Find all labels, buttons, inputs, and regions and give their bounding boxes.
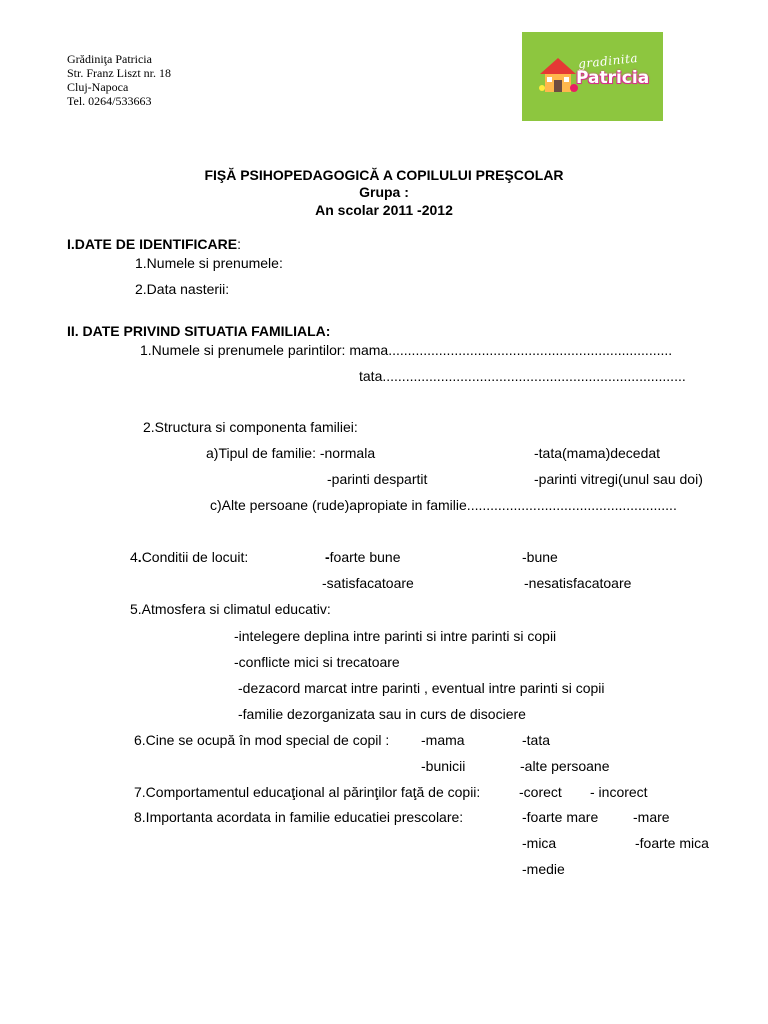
education-importance-label: 8.Importanta acordata in familie educatiei prescolare:: [134, 809, 464, 825]
birth-date-field: 2.Data nasterii:: [135, 281, 230, 297]
parent-behavior-incorrect: - incorect: [590, 784, 648, 800]
family-type-separated: -parinti despartit: [327, 471, 428, 487]
house-icon: [536, 54, 580, 96]
letterhead-street: Str. Franz Liszt nr. 18: [67, 66, 171, 80]
caregiver-grandparents: -bunicii: [421, 758, 466, 774]
living-conditions-label: [130, 549, 248, 565]
living-unsatisfactory: -nesatisfacatoare: [524, 575, 632, 591]
logo-main-text: Patricia: [576, 68, 650, 88]
importance-low: -mica: [522, 835, 557, 851]
climate-option-1: -intelegere deplina intre parinti si intre parinti si copii: [234, 628, 557, 644]
group-label: Grupa :: [359, 184, 409, 200]
living-conditions-text: Conditii de locuit:: [141, 549, 249, 565]
parent-behavior-label: 7.Comportamentul educaţional al părinţilor faţă de copii:: [134, 784, 481, 800]
family-structure-label: 2.Structura si componenta familiei:: [143, 419, 358, 435]
parents-mother-field: 1.Numele si prenumele parintilor: mama.........................................................................: [140, 342, 673, 358]
importance-very-high: -foarte mare: [522, 809, 599, 825]
importance-high: -mare: [633, 809, 670, 825]
section-1-colon: :: [237, 236, 241, 252]
family-type-normal: a)Tipul de familie: -normala: [206, 445, 376, 461]
educational-climate-label: 5.Atmosfera si climatul educativ:: [130, 601, 331, 617]
section-1-heading: [67, 236, 241, 252]
letterhead-name: Grădiniţa Patricia: [67, 52, 152, 66]
kindergarten-logo: [522, 32, 663, 121]
caregiver-others: -alte persoane: [520, 758, 610, 774]
climate-option-4: -familie dezorganizata sau in curs de disociere: [238, 706, 526, 722]
importance-very-low: -foarte mica: [635, 835, 709, 851]
section-1-title: I.DATE DE IDENTIFICARE: [67, 236, 238, 252]
caregiver-father: -tata: [522, 732, 551, 748]
living-very-good: [325, 549, 401, 565]
document-title: FIŞĂ PSIHOPEDAGOGICĂ A COPILULUI PREŞCOLAR: [204, 167, 564, 183]
section-2-heading: II. DATE PRIVIND SITUATIA FAMILIALA:: [67, 323, 331, 339]
letterhead-city: Cluj-Napoca: [67, 80, 129, 94]
climate-option-2: -conflicte mici si trecatoare: [234, 654, 400, 670]
parent-behavior-correct: -corect: [519, 784, 562, 800]
child-name-field: 1.Numele si prenumele:: [135, 255, 283, 271]
living-conditions-number: 4: [130, 549, 138, 565]
importance-medium: -medie: [522, 861, 565, 877]
other-relatives-field: c)Alte persoane (rude)apropiate in familie......................................................: [210, 497, 677, 513]
living-satisfactory: -satisfacatoare: [322, 575, 414, 591]
logo-top-text: gradinita: [577, 50, 639, 72]
family-type-deceased: -tata(mama)decedat: [534, 445, 661, 461]
climate-option-3: -dezacord marcat intre parinti , eventual intre parinti si copii: [238, 680, 605, 696]
caregiver-label: 6.Cine se ocupă în mod special de copil :: [134, 732, 390, 748]
living-very-good-dash: -: [325, 549, 330, 565]
letterhead-phone: Tel. 0264/533663: [67, 94, 152, 108]
caregiver-mother: -mama: [421, 732, 465, 748]
living-very-good-text: foarte bune: [329, 549, 401, 565]
school-year: An scolar 2011 -2012: [315, 202, 453, 218]
parents-father-field: tata..............................................................................: [359, 368, 686, 384]
living-good: -bune: [522, 549, 558, 565]
family-type-step: -parinti vitregi(unul sau doi): [534, 471, 703, 487]
living-conditions-dot: .: [137, 549, 142, 565]
